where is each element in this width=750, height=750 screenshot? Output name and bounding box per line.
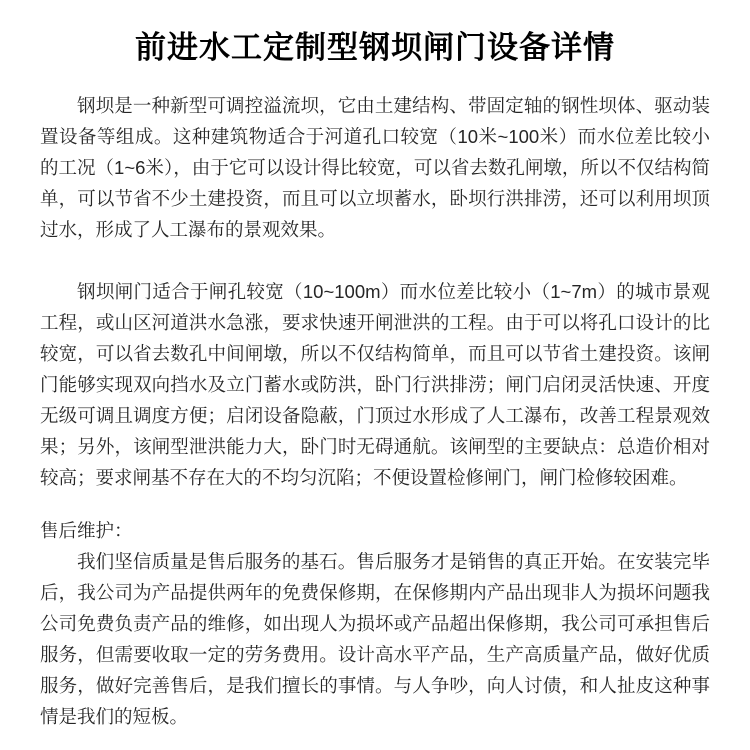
paragraph-steel-dam-intro: 钢坝是一种新型可调控溢流坝，它由土建结构、带固定轴的钢性坝体、驱动装置设备等组成。这种建筑物适合于河道孔口较宽（10米~100米）而水位差比较小的工况（1~6米），由于它可以设计得比较宽，可以省去数孔闸墩，所以不仅结构简单，可以节省不少土建投资，而且可以立坝蓄水，卧坝行洪排涝，还可以利用坝顶过水，形成了人工瀑布的景观效果。 xyxy=(40,95,710,240)
paragraph-after-sales: 我们坚信质量是售后服务的基石。售后服务才是销售的真正开始。在安装完毕后，我公司为产品提供两年的免费保修期，在保修期内产品出现非人为损坏问题我公司免费负责产品的维修，如出现人为损坏或产品超出保修期，我公司可承担售后服务，但需要收取一定的劳务费用。设计高水平产品，生产高质量产品，做好优质服务，做好完善售后，是我们擅长的事情。与人争吵，向人讨债，和人扯皮这种事情是我们的短板。 xyxy=(40,551,710,727)
document-body xyxy=(40,90,710,732)
after-sales-heading: 售后维护： xyxy=(40,520,133,541)
paragraph-gate-features: 钢坝闸门适合于闸孔较宽（10~100m）而水位差比较小（1~7m）的城市景观工程，或山区河道洪水急涨，要求快速开闸泄洪的工程。由于可以将孔口设计的比较宽，可以省去数孔中间闸墩，所以不仅结构简单，而且可以节省土建投资。该闸门能够实现双向挡水及立门蓄水或防洪，卧门行洪排涝；闸门启闭灵活快速、开度无级可调且调度方便；启闭设备隐蔽，门顶过水形成了人工瀑布，改善工程景观效果；另外，该闸型泄洪能力大，卧门时无碍通航。该闸型的主要缺点：总造价相对较高；要求闸基不存在大的不均匀沉陷；不便设置检修闸门，闸门检修较困难。 xyxy=(40,281,710,488)
page-title: 前进水工定制型钢坝闸门设备详情 xyxy=(135,30,615,65)
